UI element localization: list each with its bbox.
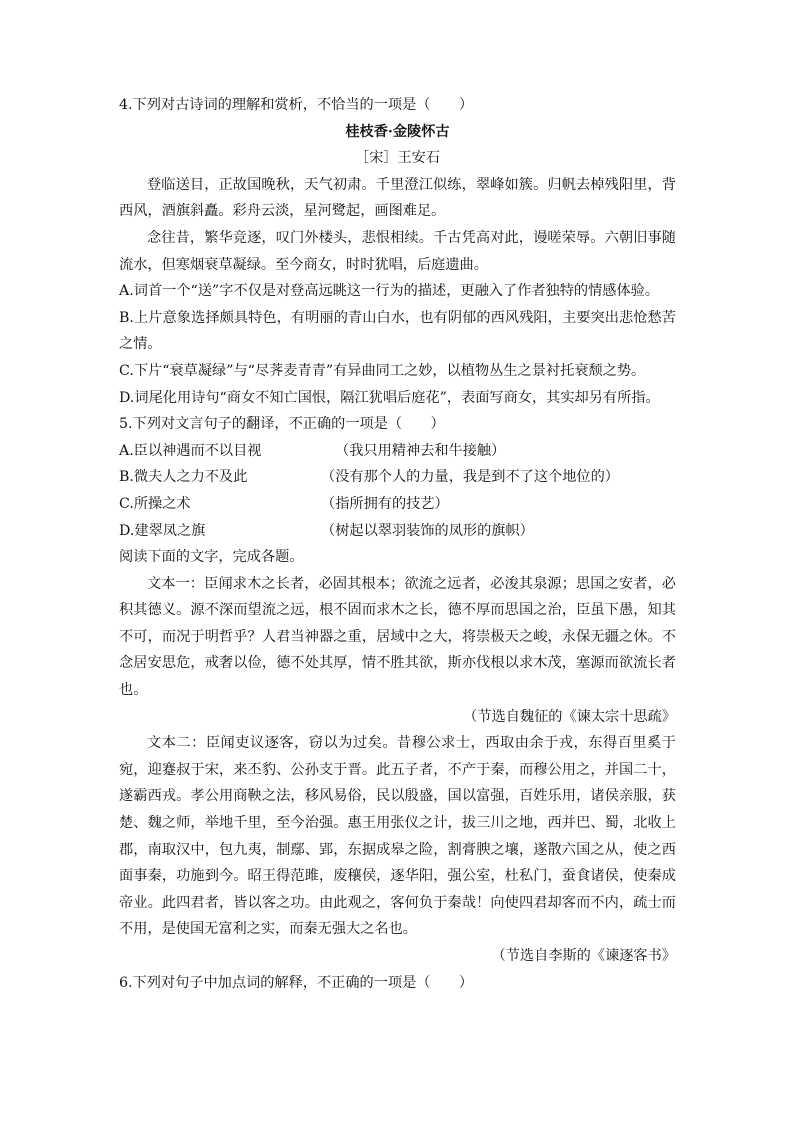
- poem-line: 流水，但寒烟衰草凝绿。至今商女，时时犹唱，后庭遗曲。: [119, 256, 488, 273]
- q5-option-a-translation: （我只用精神去和牛接触）: [335, 442, 506, 459]
- poem-author: ［宋］王安石: [354, 150, 441, 167]
- q5-option-d-translation: （树起以翠羽装饰的凤形的旗帜）: [321, 522, 534, 539]
- q4-option-d: D.词尾化用诗句“商女不知亡国恨，隔江犹唱后庭花”，表面写商女，其实却另有所指。: [119, 389, 660, 406]
- q4-option-b-cont: 之情。: [119, 336, 162, 353]
- text2-source: （节选自李斯的《谏逐客书》: [491, 948, 676, 964]
- poem-line: 念往昔，繁华竞逐，叹门外楼头，悲恨相续。千古凭高对此，谩嗟荣辱。六朝旧事随: [147, 229, 676, 246]
- q5-option-d-sentence: D.建翠凤之旗: [119, 522, 206, 539]
- q4-option-b: B.上片意象选择颇具特色，有明丽的青山白水，也有阴郁的西风残阳，主要突出悲怆愁苦: [119, 309, 676, 326]
- exam-page: [119, 92, 676, 996]
- text2-line: 遂霸西戎。孝公用商鞅之法，移风易俗，民以殷盛，国以富强，百姓乐用，诸侯亲服，获: [119, 788, 676, 805]
- text2-line: 宛，迎蹇叔于宋，来丕豹、公孙支于晋。此五子者，不产于秦，而穆公用之，并国二十，: [119, 761, 676, 778]
- text2-line: 文本二：臣闻吏议逐客，窃以为过矣。昔穆公求士，西取由余于戎，东得百里奚于: [147, 735, 676, 752]
- q4-option-c: C.下片“衰草凝绿”与“尽荠麦青青”有异曲同工之妙，以植物丛生之景衬托衰颓之势。: [119, 362, 646, 379]
- q5-option-c-translation: （指所拥有的技艺）: [321, 495, 449, 512]
- text2-line: 郡，南取汉中，包九夷，制鄢、郢，东据成皋之险，割膏腴之壤，遂散六国之从，使之西: [119, 841, 676, 858]
- text1-line: 积其德义。源不深而望流之远，根不固而求木之长，德不厚而思国之治，臣虽下愚，知其: [119, 602, 676, 619]
- q5-option-a: [119, 438, 676, 465]
- text1-line: 文本一：臣闻求木之长者，必固其根本；欲流之远者，必浚其泉源；思国之安者，必: [147, 575, 676, 592]
- q5-option-d: [119, 518, 676, 545]
- text2-line: 面事秦，功施到今。昭王得范雎，废穰侯，逐华阳，强公室，杜私门，蚕食诸侯，使秦成: [119, 868, 676, 885]
- q5-option-b: [119, 464, 676, 491]
- text1-source: （节选自魏征的《谏太宗十思疏》: [463, 708, 676, 725]
- text1-line: 不可，而况于明哲乎？人君当神器之重，居域中之大，将崇极天之峻，永保无疆之休。不: [119, 628, 676, 645]
- poem-title: 桂枝香·金陵怀古: [345, 123, 450, 140]
- q5-option-c: [119, 491, 676, 518]
- poem-line: 登临送目，正故国晚秋，天气初肃。千里澄江似练，翠峰如簇。归帆去棹残阳里，背: [147, 176, 676, 193]
- q6-stem: 6.下列对句子中加点词的解释，不正确的一项是（ ）: [119, 974, 474, 991]
- reading-intro: 阅读下面的文字，完成各题。: [119, 549, 304, 566]
- q5-option-b-translation: （没有那个人的力量，我是到不了这个地位的）: [321, 469, 619, 486]
- text1-line: 也。: [119, 682, 148, 699]
- q4-stem: 4.下列对古诗词的理解和赏析，不恰当的一项是（ ）: [119, 97, 474, 113]
- text1-line: 念居安思危，戒奢以俭，德不处其厚，情不胜其欲，斯亦伐根以求木茂，塞源而欲流长者: [119, 655, 676, 672]
- text2-line: 帝业。此四君者，皆以客之功。由此观之，客何负于秦哉！向使四君却客而不内，疏士而: [119, 894, 676, 911]
- q5-stem: 5.下列对文言句子的翻译，不正确的一项是（ ）: [119, 416, 445, 433]
- text2-line: 不用，是使国无富利之实，而秦无强大之名也。: [119, 921, 417, 938]
- text2-line: 楚、魏之师，举地千里，至今治强。惠王用张仪之计，拔三川之地，西并巴、蜀，北收上: [119, 815, 676, 832]
- q5-option-b-sentence: B.微夫人之力不及此: [119, 469, 248, 486]
- q5-option-c-sentence: C.所操之术: [119, 495, 191, 512]
- q5-option-a-sentence: A.臣以神遇而不以目视: [119, 442, 262, 459]
- poem-line: 西风，酒旗斜矗。彩舟云淡，星河鹭起，画图难足。: [119, 203, 446, 220]
- q4-option-a: A.词首一个“送”字不仅是对登高远眺这一行为的描述，更融入了作者独特的情感体验。: [119, 283, 660, 300]
